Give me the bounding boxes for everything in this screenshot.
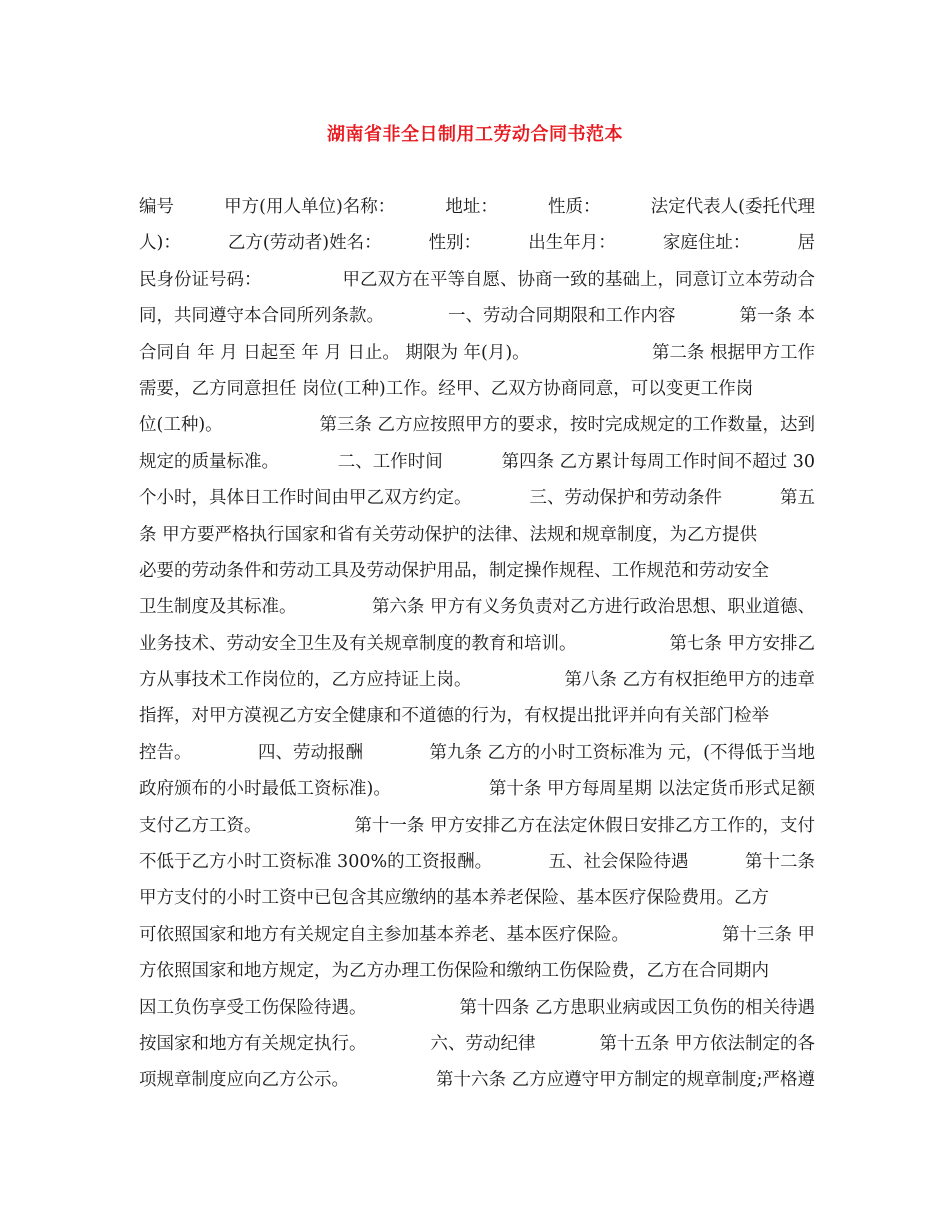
body-text-segment: 第十四条 乙方患职业病或因工负伤的相关待遇 [459, 997, 815, 1018]
body-text-segment: 第八条 乙方有权拒绝甲方的违章 [564, 670, 815, 691]
body-line [139, 1066, 815, 1102]
body-text-segment: 四、劳动报酬 [258, 742, 364, 763]
body-text-segment: 第五 [780, 488, 815, 509]
body-line [139, 994, 815, 1030]
body-text-segment: 不低于乙方小时工资标准 300%的工资报酬。 [139, 852, 493, 873]
body-text-segment: 第九条 乙方的小时工资标准为 元，(不得低于当地 [429, 742, 815, 763]
body-line [139, 521, 815, 557]
body-text-segment: 控告。 [139, 742, 192, 763]
body-line [139, 193, 815, 229]
body-line [139, 921, 815, 957]
body-text-segment: 第三条 乙方应按照甲方的要求，按时完成规定的工作数量，达到 [319, 415, 815, 436]
body-text-segment: 二、工作时间 [337, 451, 443, 472]
body-text-segment: 项规章制度应向乙方公示。 [139, 1070, 349, 1091]
body-text-segment: 第六条 甲方有义务负责对乙方进行政治思想、职业道德、 [371, 597, 815, 618]
body-text-segment: 第四条 乙方累计每周工作时间不超过 30 [501, 451, 815, 472]
body-line [139, 302, 815, 338]
body-text-segment: 第七条 甲方安排乙 [669, 633, 815, 654]
body-text-segment: 需要，乙方同意担任 岗位(工种)工作。经甲、乙双方协商同意，可以变更工作岗 [139, 378, 754, 399]
body-line [139, 957, 815, 993]
body-line [139, 448, 815, 484]
body-line [139, 229, 815, 265]
body-text-segment: 政府颁布的小时最低工资标准)。 [139, 779, 391, 800]
body-line [139, 339, 815, 375]
body-text-segment: 地址： [445, 197, 498, 217]
body-text-segment: 编号 [139, 197, 174, 217]
body-line [139, 630, 815, 666]
body-line [139, 484, 815, 520]
body-text-segment: 一、劳动合同期限和工作内容 [447, 306, 676, 327]
body-text-segment: 家庭住址： [662, 233, 751, 254]
body-line [139, 557, 815, 593]
body-line [139, 848, 815, 884]
body-text-segment: 性质： [548, 197, 601, 217]
body-text-segment: 法定代表人(委托代理 [650, 197, 815, 217]
body-text-segment: 第十一条 甲方安排乙方在法定休假日安排乙方工作的，支付 [354, 815, 815, 836]
body-text-segment: 条 甲方要严格执行国家和省有关劳动保护的法律、法规和规章制度，为乙方提供 [139, 524, 758, 545]
body-line [139, 884, 815, 920]
document-body [139, 193, 815, 1103]
body-text-segment: 第十条 甲方每周星期 以法定货币形式足额 [488, 779, 815, 800]
body-text-segment: 必要的劳动条件和劳动工具及劳动保护用品，制定操作规程、工作规范和劳动安全 [139, 560, 769, 581]
body-text-segment: 居 [797, 233, 815, 254]
body-line [139, 411, 815, 447]
body-text-segment: 出生年月： [528, 233, 616, 254]
body-text-segment: 第十五条 甲方依法制定的各 [599, 1033, 815, 1054]
body-text-segment: 第十六条 乙方应遵守甲方制定的规章制度;严格遵 [436, 1070, 815, 1091]
body-text-segment: 人)： [139, 233, 181, 254]
body-text-segment: 业务技术、劳动安全卫生及有关规章制度的教育和培训。 [139, 633, 577, 654]
body-line [139, 666, 815, 702]
body-text-segment: 位(工种)。 [139, 415, 223, 436]
body-line [139, 593, 815, 629]
body-line [139, 702, 815, 738]
body-text-segment: 规定的质量标准。 [139, 451, 279, 472]
body-line [139, 812, 815, 848]
body-text-segment: 按国家和地方有关规定执行。 [139, 1033, 367, 1054]
document-title: 湖南省非全日制用工劳动合同书范本 [327, 124, 623, 145]
body-text-segment: 可依照国家和地方有关规定自主参加基本养老、基本医疗保险。 [139, 924, 629, 945]
body-line [139, 739, 815, 775]
body-line [139, 1030, 815, 1066]
body-text-segment: 方从事技术工作岗位的，乙方应持证上岗。 [139, 670, 472, 691]
body-text-segment: 民身份证号码： [139, 269, 262, 290]
body-text-segment: 第二条 根据甲方工作 [651, 342, 815, 363]
body-text-segment: 第十三条 甲 [721, 924, 815, 945]
body-text-segment: 因工负伤享受工伤保险待遇。 [139, 997, 367, 1018]
body-text-segment: 卫生制度及其标准。 [139, 597, 297, 618]
body-line [139, 775, 815, 811]
body-text-segment: 合同自 年 月 日起至 年 月 日止。 期限为 年(月)。 [139, 342, 530, 363]
body-text-segment: 甲乙双方在平等自愿、协商一致的基础上，同意订立本劳动合 [342, 269, 815, 290]
body-text-segment: 三、劳动保护和劳动条件 [529, 488, 722, 509]
body-line [139, 375, 815, 411]
body-text-segment: 甲方(用人单位)名称： [224, 197, 396, 217]
body-text-segment: 方依照国家和地方规定，为乙方办理工伤保险和缴纳工伤保险费，乙方在合同期内 [139, 961, 769, 982]
body-text-segment: 五、社会保险待遇 [548, 852, 689, 873]
body-text-segment: 乙方(劳动者)姓名： [227, 233, 382, 254]
body-text-segment: 甲方支付的小时工资中已包含其应缴纳的基本养老保险、基本医疗保险费用。乙方 [139, 888, 769, 909]
body-text-segment: 指挥，对甲方漠视乙方安全健康和不道德的行为，有权提出批评并向有关部门检举 [139, 706, 769, 727]
body-text-segment: 支付乙方工资。 [139, 815, 262, 836]
body-text-segment: 个小时，具体日工作时间由甲乙双方约定。 [139, 488, 472, 509]
body-text-segment: 第一条 本 [739, 306, 815, 327]
body-line [139, 266, 815, 302]
body-text-segment: 第十二条 [745, 852, 815, 873]
body-text-segment: 同，共同遵守本合同所列条款。 [139, 306, 384, 327]
body-text-segment: 六、劳动纪律 [430, 1033, 536, 1054]
body-text-segment: 性别： [428, 233, 482, 254]
